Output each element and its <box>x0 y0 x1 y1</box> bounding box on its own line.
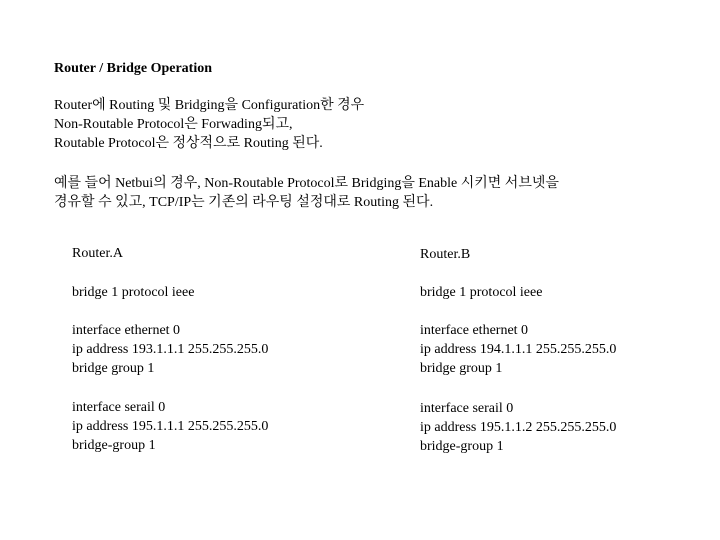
config-line: bridge 1 protocol ieee <box>420 285 543 300</box>
router-a-ethernet-block <box>72 321 268 378</box>
config-line: bridge-group 1 <box>420 439 504 454</box>
config-line: ip address 195.1.1.2 255.255.255.0 <box>420 420 617 435</box>
router-a-label: Router.A <box>72 246 123 261</box>
paragraph-line: Non-Routable Protocol은 Forwading되고, <box>54 117 293 132</box>
router-b-ethernet-block <box>420 321 616 378</box>
paragraph-configuration-behavior <box>54 96 364 153</box>
router-a-bridge-protocol <box>72 283 194 302</box>
paragraph-line: Routable Protocol은 정상적으로 Routing 된다. <box>54 136 323 151</box>
config-line: interface ethernet 0 <box>420 323 529 338</box>
router-b-label: Router.B <box>420 247 471 262</box>
config-line: bridge 1 protocol ieee <box>72 285 195 300</box>
router-b-header <box>420 245 470 264</box>
config-line: interface ethernet 0 <box>72 323 181 338</box>
paragraph-netbui-example <box>54 174 559 212</box>
config-line: ip address 195.1.1.1 255.255.255.0 <box>72 419 269 434</box>
config-line: bridge-group 1 <box>72 438 156 453</box>
config-line: interface serail 0 <box>420 401 514 416</box>
config-line: ip address 193.1.1.1 255.255.255.0 <box>72 342 269 357</box>
router-a-header <box>72 244 123 263</box>
config-line: interface serail 0 <box>72 400 166 415</box>
router-b-bridge-protocol <box>420 283 542 302</box>
router-b-serial-block <box>420 399 616 456</box>
router-a-serial-block <box>72 398 268 455</box>
page-title: Router / Bridge Operation <box>54 61 213 76</box>
paragraph-line: 예를 들어 Netbui의 경우, Non-Routable Protocol로 Bridging을 Enable 시키면 서브넷을 <box>54 176 559 191</box>
config-line: ip address 194.1.1.1 255.255.255.0 <box>420 342 617 357</box>
paragraph-line: 경유할 수 있고, TCP/IP는 기존의 라우팅 설정대로 Routing 된다. <box>54 195 434 210</box>
config-line: bridge group 1 <box>72 361 155 376</box>
paragraph-line: Router에 Routing 및 Bridging을 Configuration한 경우 <box>54 98 365 113</box>
config-line: bridge group 1 <box>420 361 503 376</box>
